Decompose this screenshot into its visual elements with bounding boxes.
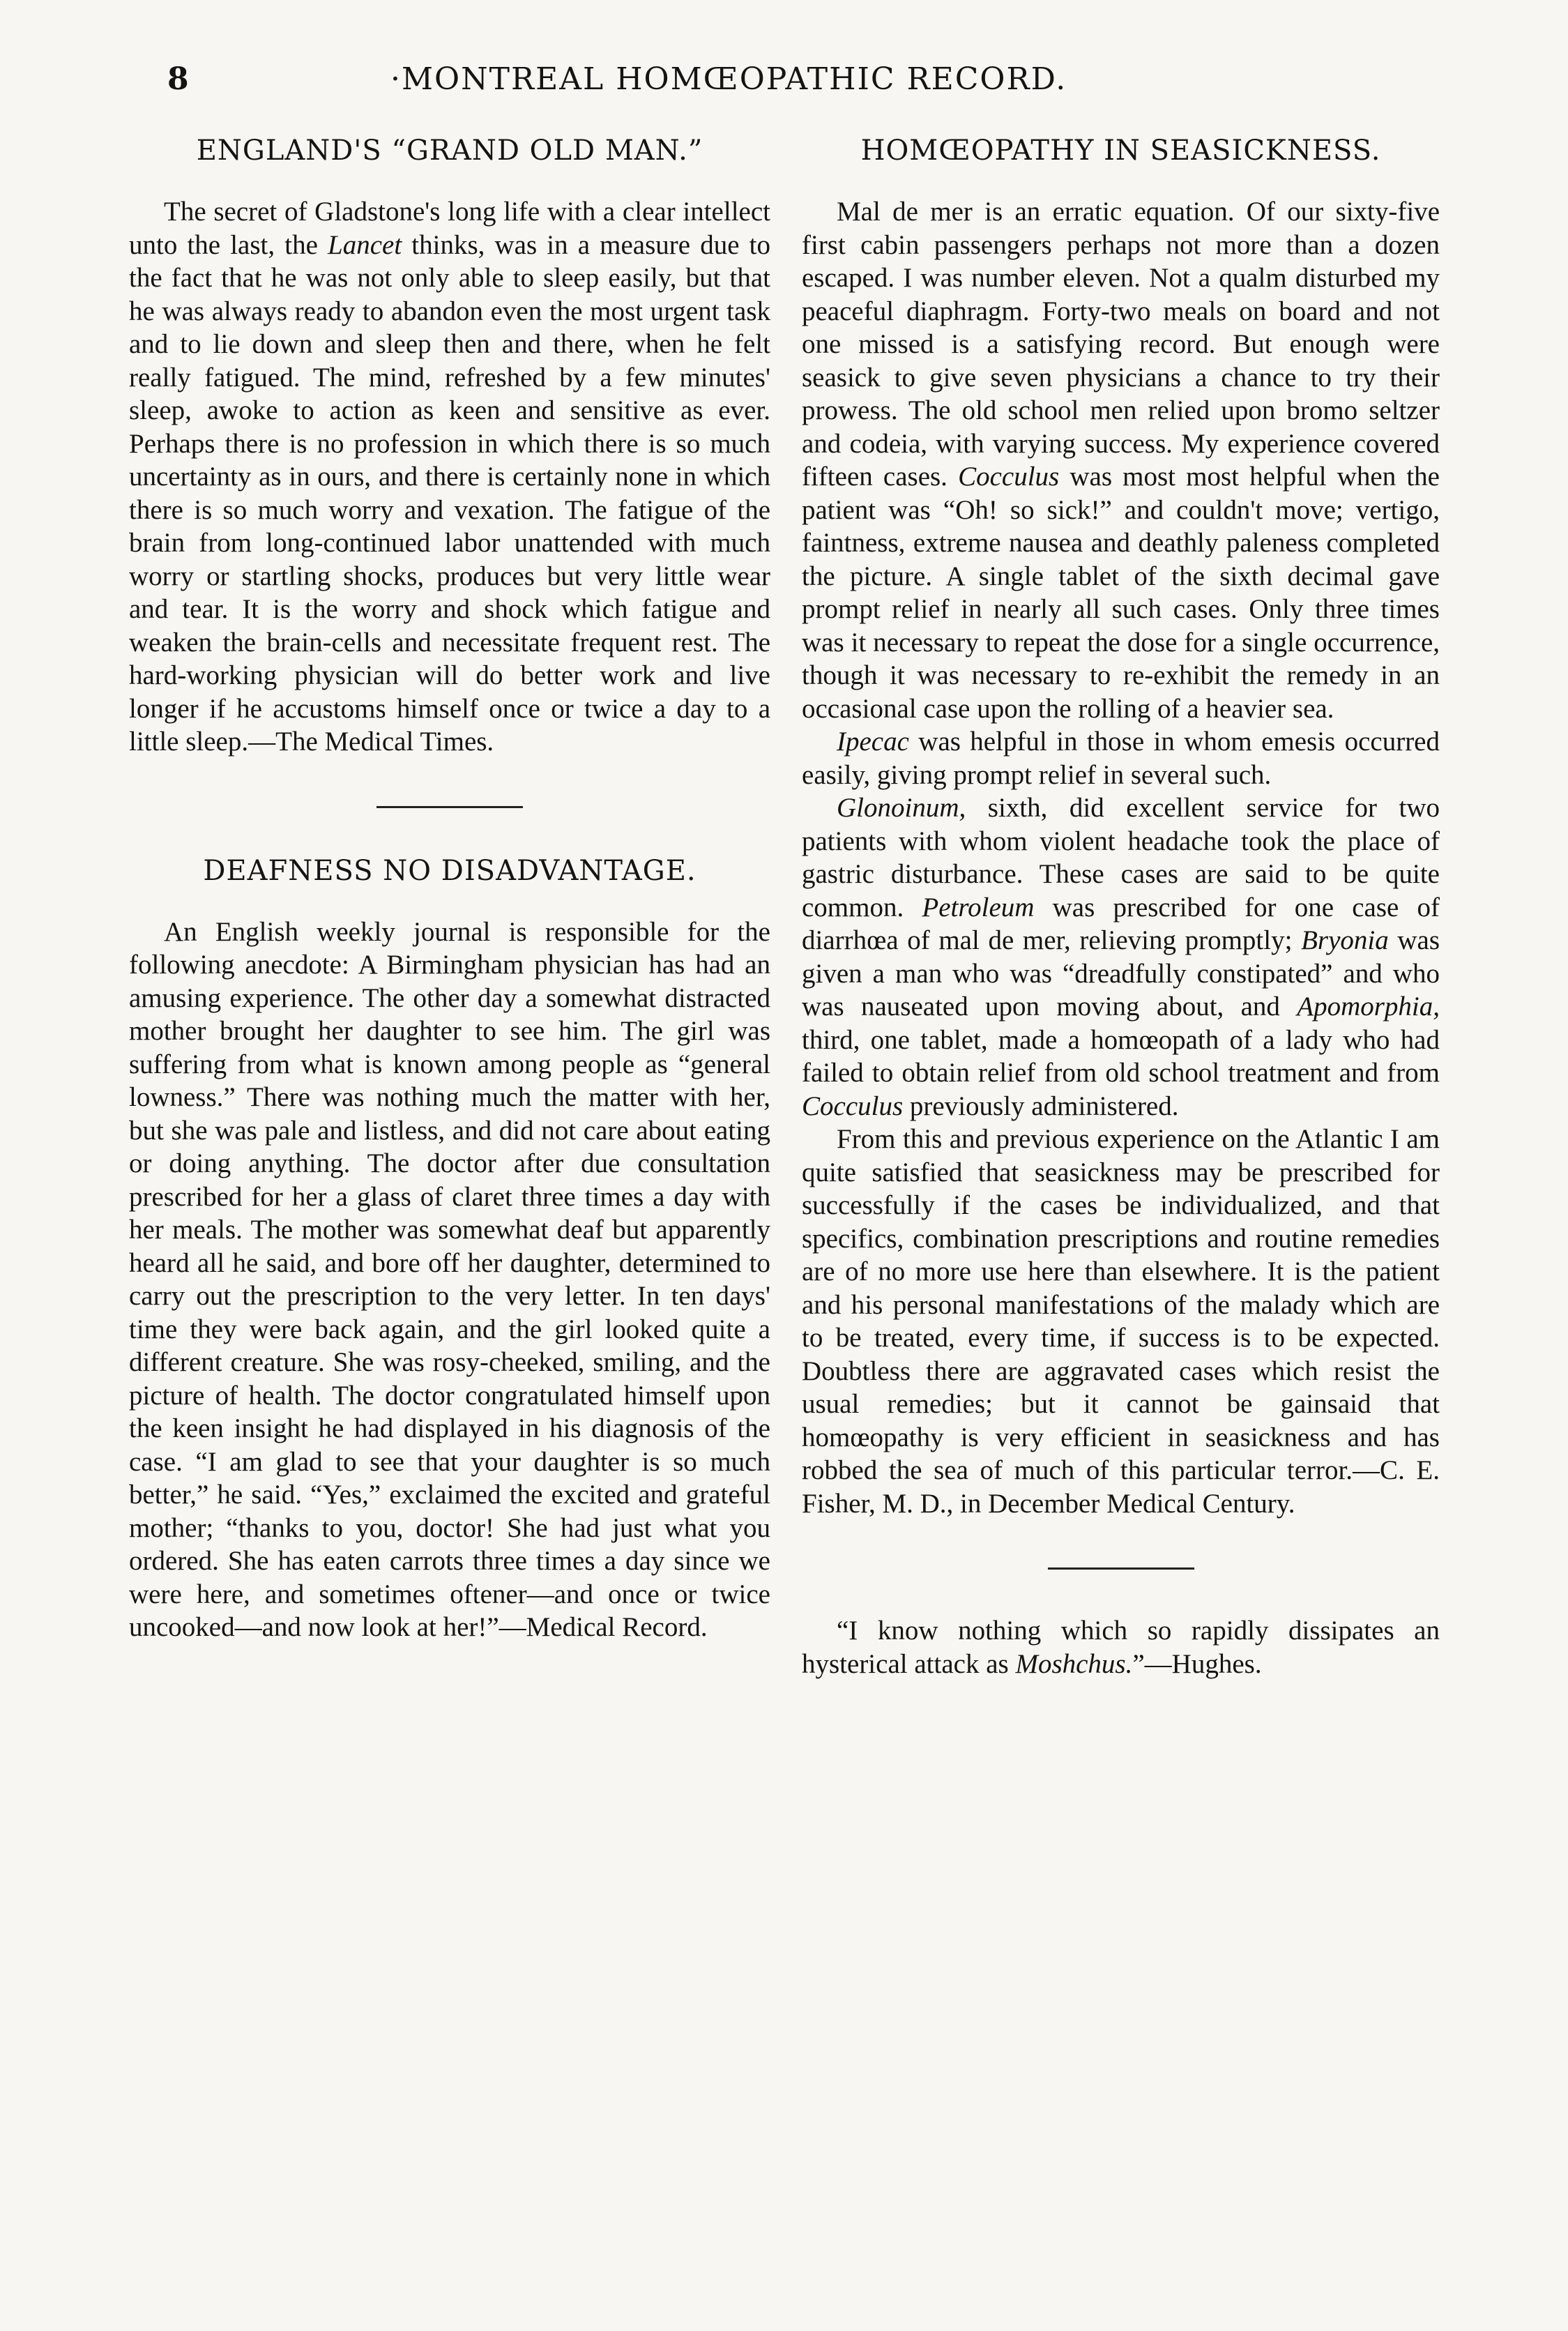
body-text: previously administered. — [903, 1091, 1179, 1121]
hughes-quote — [802, 1614, 1440, 1680]
body-text: was prescribed for one case of diarrhœa of mal de mer, relieving promptly; — [802, 892, 1440, 955]
remedy-name: Cocculus — [802, 1091, 904, 1121]
remedy-name: Petroleum — [922, 892, 1035, 922]
body-text: third, one tablet, made a homœopath of a lady who had failed to obtain relief from old school treatment and from — [802, 1024, 1440, 1088]
remedy-name: Cocculus — [958, 462, 1060, 492]
article-title-deafness: DEAFNESS NO DISADVANTAGE. — [203, 854, 697, 887]
body-text: thinks, was in a measure due to the fact that he was not only able to sleep easily, but that he was always ready to abandon even the most urgent task and to lie down and sleep then and there, when he felt really fatigued. The mind, refreshed by a few minutes' sleep, awoke to action as keen and sensitive as ever. Perhaps there is no profession in which there is so much uncertainty as in ours, and there is certainly none in which there is so much worry and vexation. The fatigue of the brain from long-continued labor unattended with much worry or startling shocks, produces but very little wear and tear. It is the worry and shock which fatigue and weaken the brain-cells and necessitate frequent rest. The hard-working physician will do better work and live longer if he accustoms himself once or twice a day to a little sleep.—The Medical Times. — [129, 229, 770, 757]
seasickness-paragraph-1 — [802, 195, 1440, 725]
seasickness-paragraph-4: From this and previous experience on the Atlantic I am quite satisfied that seasickness may be prescribed for successfully if the cases be individualized, and that specifics, combination prescriptions and routine remedies are of no more use here than elsewhere. It is the patient and his personal manifestations of the malady which are to be treated, every time, if success is to be expected. Doubtless there are aggravated cases which resist the usual remedies; but it cannot be gainsaid that homœopathy is very efficient in seasickness and has robbed the sea of much of this particular terror.—C. E. Fisher, M. D., in December Medical Century. — [802, 1124, 1440, 1519]
page-number: 8 — [167, 61, 189, 97]
article-title-seasickness: HOMŒOPATHY IN SEASICKNESS. — [860, 135, 1381, 167]
left-column — [129, 132, 770, 1644]
body-text: Mal de mer is an erratic equation. Of our sixty-five first cabin passengers perhaps not more than a dozen escaped. I was number eleven. Not a qualm disturbed my peaceful diaphragm. Forty-two meals on board and not one missed is a satisfying record. But enough were seasick to give seven physicians a chance to try their prowess. The old school men relied upon bromo seltzer and codeia, with varying success. My experience covered fifteen cases. — [802, 197, 1440, 492]
right-column — [802, 132, 1440, 1680]
article-body-deafness: An English weekly journal is responsible for the following anecdote: A Birmingham physician has had an amusing experience. The other day a somewhat distracted mother brought her daughter to see him. The girl was suffering from what is known among people as “general lowness.” There was nothing much the matter with her, but she was pale and listless, and did not care about eating or doing anything. The doctor after due consultation prescribed for her a glass of claret three times a day with her meals. The mother was somewhat deaf but apparently heard all he said, and bore off her daughter, determined to carry out the prescription to the very letter. In ten days' time they were back again, and the girl looked quite a different creature. She was rosy-cheeked, smiling, and the picture of health. The doctor congratulated himself upon the keen insight he had displayed in his diagnosis of the case. “I am glad to see that your daughter is so much better,” he said. “Yes,” exclaimed the excited and grateful mother; “thanks to you, doctor! She had just what you ordered. She has eaten carrots three times a day since we were here, and sometimes oftener—and once or twice uncooked—and now look at her!”—Medical Record. — [129, 916, 770, 1642]
section-divider — [1048, 1567, 1194, 1570]
quote-text: “I know nothing which so rapidly dissipates an hysterical attack as — [802, 1616, 1440, 1679]
journal-name: Lancet — [328, 229, 402, 260]
body-text: The secret of Gladstone's long life with a clear intellect unto the last, the — [129, 197, 770, 260]
body-text: was most most helpful when the patient was “Oh! so sick!” and couldn't move; vertigo, faintness, extreme nausea and deathly paleness completed the picture. A single tablet of the sixth decimal gave prompt relief in nearly all such cases. Only three times was it necessary to repeat the dose for a single occurrence, though it was necessary to re-exhibit the remedy in an occasional case upon the rolling of a heavier sea. — [802, 462, 1440, 724]
running-head: ·MONTREAL HOMŒOPATHIC RECORD. — [390, 61, 1067, 97]
body-text: was helpful in those in whom emesis occurred easily, giving prompt relief in several such. — [802, 727, 1440, 790]
remedy-name: Glonoinum, — [837, 793, 966, 823]
body-text: was given a man who was “dreadfully constipated” and who was nauseated upon moving about, and — [802, 925, 1440, 1022]
quote-attribution: ”—Hughes. — [1132, 1648, 1262, 1679]
remedy-name: Bryonia — [1301, 925, 1389, 955]
body-text: sixth, did excellent service for two patients with whom violent headache took the place of gastric disturbance. These cases are said to be quite common. — [802, 793, 1440, 922]
remedy-name: Ipecac — [837, 727, 909, 757]
page-header — [0, 54, 1568, 110]
article-title-grand-old-man: ENGLAND'S “GRAND OLD MAN.” — [196, 135, 703, 167]
article-body-grand-old-man — [129, 195, 770, 759]
seasickness-paragraph-3 — [802, 791, 1440, 1123]
seasickness-paragraph-2 — [802, 725, 1440, 791]
remedy-name: Moshchus. — [1015, 1648, 1133, 1679]
remedy-name: Apomorphia, — [1297, 992, 1440, 1022]
section-divider — [376, 806, 523, 808]
